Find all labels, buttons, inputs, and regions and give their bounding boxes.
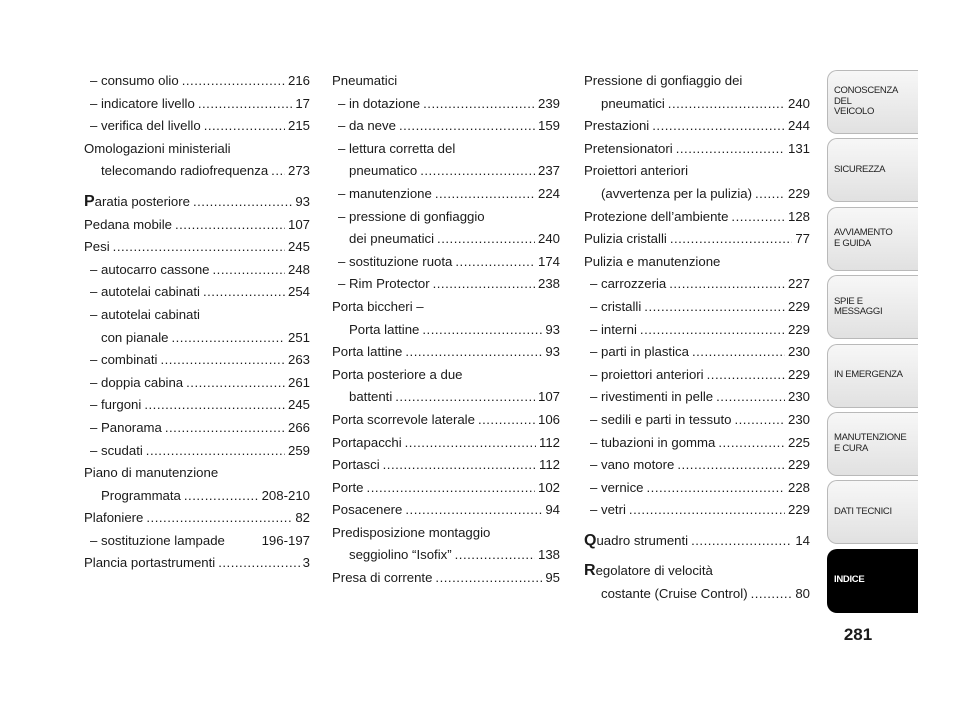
- entry-page: 159: [537, 118, 560, 134]
- dot-leader: [731, 206, 785, 229]
- index-entry: [84, 349, 310, 372]
- entry-page: 82: [295, 510, 310, 526]
- index-entry: [584, 432, 810, 455]
- index-entry: [332, 386, 560, 409]
- page-number: 281: [843, 625, 873, 644]
- entry-page: 95: [545, 570, 560, 586]
- entry-page: 240: [787, 95, 810, 111]
- entry-text: – autotelai cabinati: [90, 284, 200, 300]
- entry-text: – carrozzeria: [590, 276, 667, 292]
- entry-page: 196-197: [261, 532, 310, 548]
- dot-leader: [423, 93, 535, 116]
- entry-text: – in dotazione: [338, 95, 421, 111]
- index-entry: [332, 138, 560, 161]
- entry-page: 230: [787, 344, 810, 360]
- entry-text: – pressione di gonfiaggio: [338, 208, 485, 224]
- entry-text: Plancia portastrumenti: [84, 555, 216, 571]
- entry-text: pneumatici: [601, 95, 665, 111]
- entry-text: Porta posteriore a due: [332, 366, 463, 382]
- index-entry: [84, 372, 310, 395]
- dot-leader: [204, 115, 285, 138]
- entry-text: – indicatore livello: [90, 95, 195, 111]
- dot-leader: [433, 273, 535, 296]
- entry-page: 225: [787, 434, 810, 450]
- dot-leader: [435, 567, 542, 590]
- dot-leader: [395, 386, 535, 409]
- dot-leader: [677, 454, 785, 477]
- dot-leader: [383, 454, 536, 477]
- dot-leader: [171, 327, 285, 350]
- dot-leader: [691, 530, 792, 553]
- index-entry: [84, 70, 310, 93]
- dot-leader: [175, 214, 285, 237]
- index-entry: [584, 251, 810, 274]
- entry-text: – autotelai cabinati: [90, 306, 200, 322]
- index-entry: [584, 499, 810, 522]
- entry-text: Porte: [332, 479, 364, 495]
- index-entry: [332, 93, 560, 116]
- entry-page: 224: [537, 185, 560, 201]
- entry-text: Omologazioni ministeriali: [84, 140, 231, 156]
- chapter-tab[interactable]: IN EMERGENZA: [827, 344, 918, 408]
- entry-text: Protezione dell’ambiente: [584, 208, 729, 224]
- entry-page: 244: [787, 118, 810, 134]
- index-entry: [584, 93, 810, 116]
- index-entry: [332, 160, 560, 183]
- dot-leader: [146, 507, 292, 530]
- index-entry: [84, 214, 310, 237]
- index-entry: [84, 93, 310, 116]
- dot-leader: [405, 341, 542, 364]
- index-entry: [84, 115, 310, 138]
- entry-text: – sostituzione lampade: [90, 532, 225, 548]
- dot-leader: [437, 228, 535, 251]
- dot-leader: [399, 115, 535, 138]
- index-entry: [584, 115, 810, 138]
- index-entry: [84, 160, 310, 183]
- entry-page: 3: [302, 555, 310, 571]
- entry-text: – vano motore: [590, 457, 675, 473]
- index-entry: [584, 583, 810, 606]
- entry-page: 239: [537, 95, 560, 111]
- dot-leader: [271, 160, 285, 183]
- entry-page: 17: [295, 95, 310, 111]
- entry-page: 216: [287, 73, 310, 88]
- entry-text: telecomando radiofrequenza: [101, 163, 269, 179]
- entry-page: 174: [537, 253, 560, 269]
- index-entry: [84, 462, 310, 485]
- index-entry: [332, 477, 560, 500]
- index-entry: [332, 499, 560, 522]
- index-entry: [332, 251, 560, 274]
- dot-leader: [146, 440, 285, 463]
- index-entry: [584, 364, 810, 387]
- entry-text: Pulizia e manutenzione: [584, 253, 721, 269]
- chapter-tab[interactable]: DATI TECNICI: [827, 480, 918, 544]
- dot-leader: [160, 349, 285, 372]
- index-entry: [332, 364, 560, 387]
- chapter-tab[interactable]: AVVIAMENTO E GUIDA: [827, 207, 918, 271]
- entry-text: Porta scorrevole laterale: [332, 411, 475, 427]
- index-entry: [332, 432, 560, 455]
- entry-page: 208-210: [261, 487, 310, 503]
- entry-text: – furgoni: [90, 397, 142, 413]
- entry-text: Pretensionatori: [584, 140, 673, 156]
- entry-page: 259: [287, 442, 310, 458]
- entry-page: 230: [787, 389, 810, 405]
- entry-text: – Panorama: [90, 419, 162, 435]
- entry-page: 229: [787, 321, 810, 337]
- index-entry: [84, 394, 310, 417]
- index-entry: [332, 409, 560, 432]
- index-entry: [84, 304, 310, 327]
- entry-text: Programmata: [101, 487, 181, 503]
- entry-text: Pedana mobile: [84, 216, 172, 232]
- entry-text: Posacenere: [332, 502, 403, 518]
- index-entry: [332, 273, 560, 296]
- index-entry: [584, 70, 810, 93]
- entry-page: 112: [538, 457, 560, 473]
- dot-leader: [707, 364, 785, 387]
- index-entry: [84, 281, 310, 304]
- entry-text: Porta biccheri –: [332, 298, 424, 314]
- entry-text: Pulizia cristalli: [584, 231, 667, 247]
- entry-page: 237: [537, 163, 560, 179]
- entry-text: – verifica del livello: [90, 118, 201, 134]
- index-entry: [584, 183, 810, 206]
- dot-leader: [420, 160, 535, 183]
- entry-text: Prestazioni: [584, 118, 650, 134]
- dot-leader: [198, 93, 293, 116]
- dot-leader: [455, 251, 535, 274]
- entry-page: 228: [787, 479, 810, 495]
- index-entry: [584, 160, 810, 183]
- entry-page: 229: [787, 298, 810, 314]
- index-entry: [84, 417, 310, 440]
- entry-text: – vernice: [590, 479, 644, 495]
- dot-leader: [218, 552, 299, 575]
- entry-text: Pressione di gonfiaggio dei: [584, 73, 743, 88]
- entry-text: dei pneumatici: [349, 231, 435, 247]
- index-entry: [584, 477, 810, 500]
- dot-leader: [692, 341, 785, 364]
- index-entry: [584, 454, 810, 477]
- entry-text: Porta lattine: [349, 321, 420, 337]
- chapter-tab[interactable]: SPIE E MESSAGGI: [827, 275, 918, 339]
- entry-text: – lettura corretta del: [338, 140, 456, 156]
- entry-text: costante (Cruise Control): [601, 586, 748, 602]
- dot-leader: [670, 228, 793, 251]
- entry-text: – consumo olio: [90, 73, 179, 88]
- index-entry: [84, 440, 310, 463]
- dot-leader: [716, 386, 785, 409]
- entry-page: 94: [545, 502, 560, 518]
- dot-leader: [193, 191, 292, 214]
- entry-text: Plafoniere: [84, 510, 144, 526]
- entry-text: seggiolino “Isofix”: [349, 547, 452, 563]
- entry-text: – rivestimenti in pelle: [590, 389, 714, 405]
- index-entry: [584, 341, 810, 364]
- index-entry: [84, 552, 310, 575]
- dot-leader: [203, 281, 285, 304]
- dot-leader: [113, 236, 285, 259]
- entry-text: – interni: [590, 321, 637, 337]
- entry-page: 229: [787, 366, 810, 382]
- entry-text: – sostituzione ruota: [338, 253, 453, 269]
- entry-page: 229: [787, 502, 810, 518]
- dot-leader: [644, 296, 785, 319]
- index-entry: [332, 183, 560, 206]
- entry-text: Piano di manutenzione: [84, 465, 219, 481]
- index-column-3: [584, 70, 810, 606]
- dot-leader: [640, 319, 785, 342]
- index-column-2: [332, 70, 560, 590]
- entry-page: 245: [287, 239, 310, 255]
- index-entry: [584, 206, 810, 229]
- entry-text: – proiettori anteriori: [590, 366, 704, 382]
- entry-page: 77: [795, 231, 810, 247]
- dot-leader: [455, 544, 535, 567]
- entry-page: 240: [537, 231, 560, 247]
- entry-page: 230: [787, 411, 810, 427]
- dot-leader: [734, 409, 785, 432]
- entry-page: 93: [545, 344, 560, 360]
- chapter-tab[interactable]: SICUREZZA: [827, 138, 918, 202]
- entry-text: Portapacchi: [332, 434, 402, 450]
- dot-leader: [405, 499, 542, 522]
- dot-leader: [478, 409, 535, 432]
- index-entry: [584, 319, 810, 342]
- entry-text: – tubazioni in gomma: [590, 434, 716, 450]
- entry-text: Quadro strumenti: [584, 531, 689, 549]
- chapter-tab[interactable]: MANUTENZIONE E CURA: [827, 412, 918, 476]
- dot-leader: [182, 70, 285, 93]
- index-entry: [84, 530, 310, 553]
- dot-leader: [144, 394, 285, 417]
- dot-leader: [405, 432, 536, 455]
- entry-text: – cristalli: [590, 298, 642, 314]
- entry-page: 215: [287, 118, 310, 134]
- index-entry: [584, 530, 810, 553]
- index-entry: [84, 259, 310, 282]
- entry-page: 93: [545, 321, 560, 337]
- index-entry: [332, 228, 560, 251]
- entry-page: 266: [287, 419, 310, 435]
- chapter-tab[interactable]: INDICE: [827, 549, 918, 613]
- entry-page: 93: [295, 193, 310, 209]
- dot-leader: [165, 417, 285, 440]
- index-entry: [584, 138, 810, 161]
- index-entry: [332, 544, 560, 567]
- entry-page: 238: [537, 276, 560, 292]
- entry-text: – manutenzione: [338, 185, 432, 201]
- dot-leader: [435, 183, 535, 206]
- entry-page: 273: [287, 163, 310, 179]
- entry-page: 107: [537, 389, 560, 405]
- entry-page: 131: [787, 140, 810, 156]
- entry-text: – scudati: [90, 442, 143, 458]
- dot-leader: [367, 477, 535, 500]
- entry-text: pneumatico: [349, 163, 418, 179]
- entry-text: – doppia cabina: [90, 374, 184, 390]
- entry-page: 245: [287, 397, 310, 413]
- entry-text: Portasci: [332, 457, 380, 473]
- dot-leader: [186, 372, 285, 395]
- index-entry: [332, 522, 560, 545]
- entry-text: – da neve: [338, 118, 396, 134]
- entry-page: 107: [287, 216, 310, 232]
- entry-text: con pianale: [101, 329, 169, 345]
- entry-text: Proiettori anteriori: [584, 163, 689, 179]
- entry-page: 112: [538, 434, 560, 450]
- dot-leader: [668, 93, 785, 116]
- entry-text: – Rim Protector: [338, 276, 430, 292]
- index-entry: [84, 485, 310, 508]
- dot-leader: [184, 485, 259, 508]
- entry-text: Predisposizione montaggio: [332, 524, 491, 540]
- index-entry: [332, 567, 560, 590]
- index-entry: [584, 386, 810, 409]
- chapter-tab[interactable]: CONOSCENZA DEL VEICOLO: [827, 70, 918, 134]
- index-entry: [84, 327, 310, 350]
- index-entry: [84, 507, 310, 530]
- entry-text: (avvertenza per la pulizia): [601, 185, 752, 201]
- dot-leader: [676, 138, 785, 161]
- entry-page: 229: [787, 185, 810, 201]
- entry-page: 263: [287, 352, 310, 368]
- entry-text: – combinati: [90, 352, 158, 368]
- index-entry: [332, 341, 560, 364]
- index-entry: [584, 296, 810, 319]
- entry-page: 128: [787, 208, 810, 224]
- index-entry: [584, 273, 810, 296]
- entry-text: Paratia posteriore: [84, 192, 190, 210]
- index-entry: [84, 236, 310, 259]
- index-entry: [332, 206, 560, 229]
- entry-page: 248: [287, 261, 310, 277]
- entry-text: battenti: [349, 389, 393, 405]
- entry-text: Presa di corrente: [332, 570, 433, 586]
- entry-page: 102: [537, 479, 560, 495]
- entry-page: 254: [287, 284, 310, 300]
- entry-text: Pesi: [84, 239, 110, 255]
- entry-text: Porta lattine: [332, 344, 403, 360]
- index-entry: [332, 115, 560, 138]
- entry-text: – vetri: [590, 502, 626, 518]
- entry-page: 14: [795, 532, 810, 548]
- entry-page: 261: [287, 374, 310, 390]
- index-entry: [332, 70, 560, 93]
- dot-leader: [213, 259, 285, 282]
- index-column-1: [84, 70, 310, 575]
- index-entry: [584, 228, 810, 251]
- dot-leader: [629, 499, 785, 522]
- entry-text: – sedili e parti in tessuto: [590, 411, 732, 427]
- entry-page: 229: [787, 457, 810, 473]
- entry-text: Regolatore di velocità: [584, 562, 713, 580]
- dot-leader: [422, 319, 542, 342]
- index-entry: [332, 454, 560, 477]
- entry-page: 80: [795, 586, 810, 602]
- dot-leader: [718, 432, 785, 455]
- index-entry: [332, 296, 560, 319]
- dot-leader: [751, 583, 793, 606]
- index-entry: [84, 191, 310, 214]
- dot-leader: [647, 477, 785, 500]
- entry-page: 251: [287, 329, 310, 345]
- index-entry: [332, 319, 560, 342]
- entry-text: Pneumatici: [332, 73, 398, 88]
- entry-page: 106: [537, 411, 560, 427]
- entry-page: 227: [787, 276, 810, 292]
- index-entry: [84, 138, 310, 161]
- entry-page: 138: [537, 547, 560, 563]
- entry-text: – parti in plastica: [590, 344, 689, 360]
- index-entry: [584, 409, 810, 432]
- dot-leader: [755, 183, 785, 206]
- dot-leader: [669, 273, 785, 296]
- dot-leader: [652, 115, 785, 138]
- index-entry: [584, 560, 810, 583]
- entry-text: – autocarro cassone: [90, 261, 210, 277]
- chapter-tabs: [827, 70, 918, 617]
